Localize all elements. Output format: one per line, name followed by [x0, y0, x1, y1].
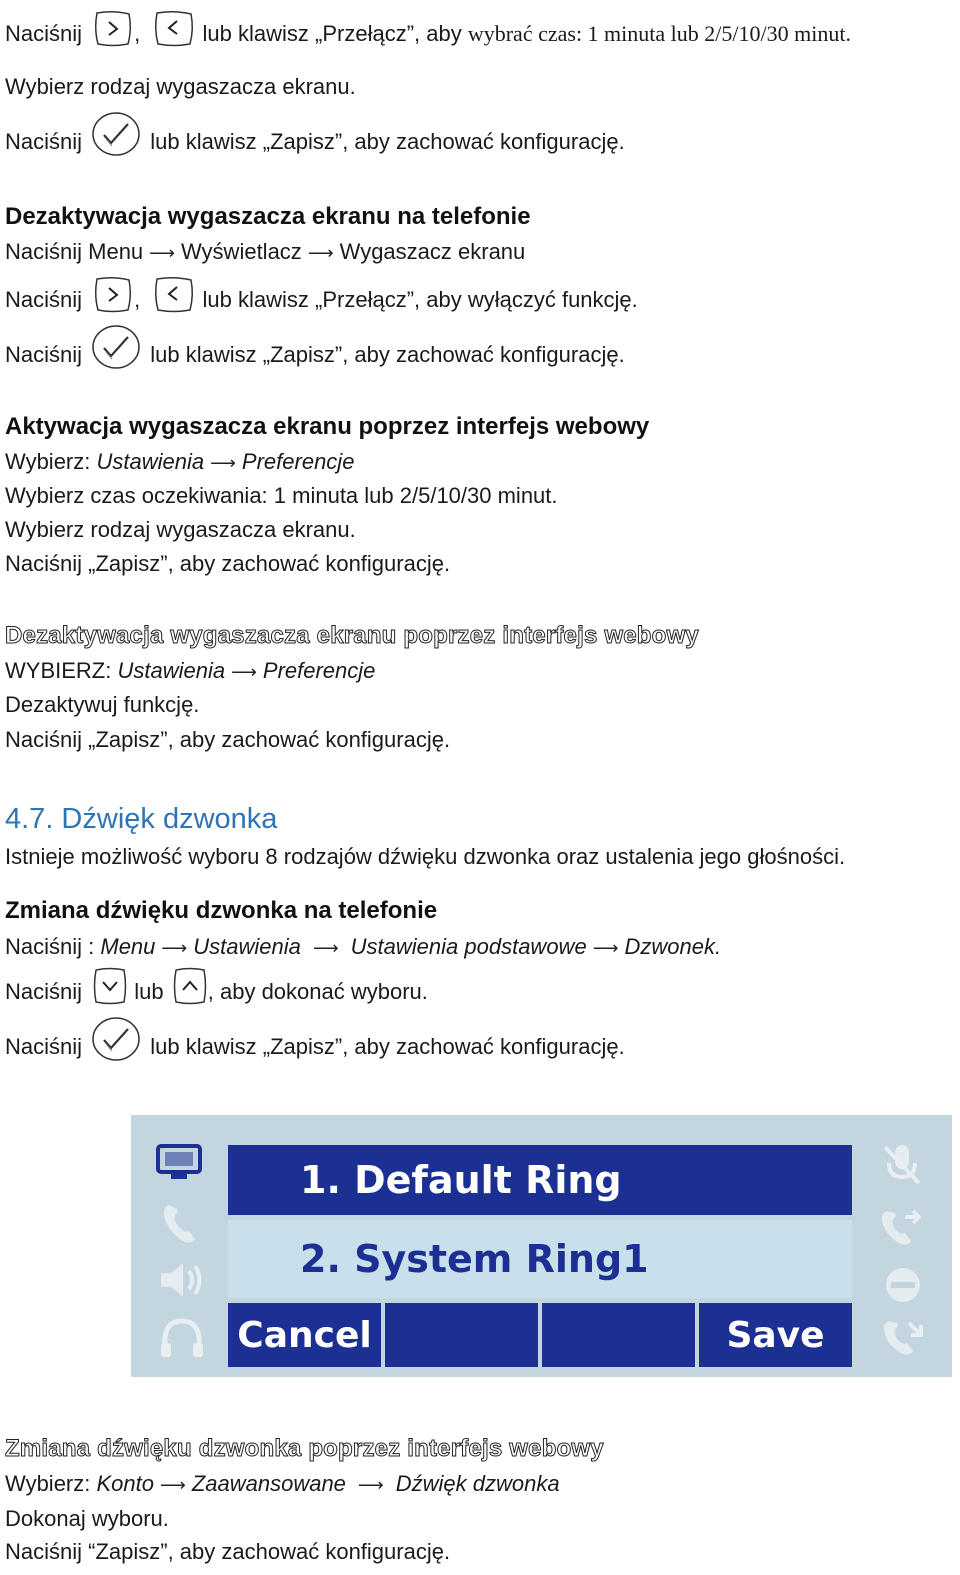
text: lub klawisz „Zapisz”, aby zachować konfigurację.: [150, 129, 625, 154]
instruction-line: [5, 286, 638, 315]
save-softkey[interactable]: Save: [699, 1303, 852, 1367]
arrow-right-icon: ⟶: [312, 938, 339, 958]
arrow-right-icon: ⟶: [592, 938, 619, 958]
text-line: Naciśnij „Zapisz”, aby zachować konfigurację.: [5, 727, 451, 752]
section-heading: Aktywacja wygaszacza ekranu poprzez interfejs webowy: [5, 413, 650, 440]
down-key-icon: [92, 966, 128, 1006]
text: Naciśnij: [5, 979, 83, 1004]
path-item: Preferencje: [241, 449, 355, 474]
menu-item[interactable]: 2. System Ring1: [228, 1220, 852, 1298]
path-prefix: Wybierz:: [5, 1471, 91, 1496]
text-line: Dezaktywuj funkcję.: [5, 692, 200, 717]
menu-path: [5, 657, 375, 686]
section-heading: Zmiana dźwięku dzwonka na telefonie: [5, 897, 438, 924]
path-item: Zaawansowane: [191, 1471, 346, 1496]
left-key-icon: [152, 275, 196, 315]
left-key-icon: [152, 9, 196, 49]
ok-key-icon: [90, 110, 142, 158]
menu-item-selected[interactable]: 1. Default Ring: [228, 1145, 852, 1215]
blank-softkey[interactable]: [385, 1303, 538, 1367]
missed-call-icon: [881, 1315, 927, 1361]
path-item: Preferencje: [262, 658, 376, 683]
text: ,: [134, 287, 141, 312]
menu-path: [5, 933, 721, 962]
path-prefix: WYBIERZ:: [5, 658, 112, 683]
ok-key-icon: [90, 1015, 142, 1063]
blank-softkey[interactable]: [542, 1303, 695, 1367]
headset-icon: [157, 1313, 207, 1363]
ok-key-icon: [90, 323, 142, 371]
instruction-line: [5, 1033, 625, 1063]
text-line: Naciśnij “Zapisz”, aby zachować konfigurację.: [5, 1539, 451, 1564]
text-line: Wybierz rodzaj wygaszacza ekranu.: [5, 74, 356, 99]
arrow-right-icon: ⟶: [357, 1475, 384, 1495]
section-heading: Zmiana dźwięku dzwonka poprzez interfejs webowy: [5, 1435, 604, 1462]
path-prefix: Naciśnij :: [5, 934, 95, 959]
text-line: Wybierz czas oczekiwania: 1 minuta lub 2/5/10/30 minut.: [5, 483, 558, 508]
text-line: Istnieje możliwość wyboru 8 rodzajów dźwięku dzwonka oraz ustalenia jego głośności.: [5, 844, 846, 869]
text: lub: [134, 979, 164, 1004]
text: , aby dokonać wyboru.: [207, 979, 428, 1004]
path-item: Dzwonek.: [624, 934, 722, 959]
arrow-right-icon: ⟶: [307, 243, 334, 263]
path-item: Dźwięk dzwonka: [395, 1471, 560, 1496]
handset-icon: [159, 1201, 201, 1247]
text: lub klawisz „Przełącz”, aby: [202, 21, 462, 46]
cancel-softkey[interactable]: Cancel: [228, 1303, 381, 1367]
arrow-right-icon: ⟶: [160, 1475, 186, 1495]
up-key-icon: [172, 966, 208, 1006]
chapter-heading: 4.7. Dźwięk dzwonka: [5, 803, 278, 835]
section-heading: Dezaktywacja wygaszacza ekranu poprzez interfejs webowy: [5, 622, 699, 649]
phone-screen: [131, 1115, 952, 1377]
path-item: Wyświetlacz: [180, 239, 302, 264]
text: Naciśnij: [5, 287, 83, 312]
dnd-icon: [883, 1265, 923, 1305]
right-key-icon: [92, 275, 134, 315]
section-heading: Dezaktywacja wygaszacza ekranu na telefonie: [5, 203, 531, 230]
text: Naciśnij: [5, 21, 83, 46]
instruction-line: [5, 341, 625, 371]
menu-path: [5, 1470, 560, 1499]
path-item: Menu: [100, 934, 156, 959]
text: lub klawisz „Przełącz”, aby wyłączyć funkcję.: [202, 287, 638, 312]
path-item: Wygaszacz ekranu: [339, 239, 526, 264]
menu-path: [5, 238, 525, 267]
text-line: Wybierz rodzaj wygaszacza ekranu.: [5, 517, 356, 542]
instruction-line: [5, 128, 625, 158]
text: Naciśnij: [5, 342, 83, 367]
text: lub klawisz „Zapisz”, aby zachować konfigurację.: [150, 342, 625, 367]
instruction-line: [5, 978, 428, 1006]
arrow-right-icon: ⟶: [210, 453, 236, 473]
instruction-line: [5, 20, 851, 49]
text: Naciśnij: [5, 129, 83, 154]
text-line: Naciśnij „Zapisz”, aby zachować konfigurację.: [5, 551, 451, 576]
text-line: Dokonaj wyboru.: [5, 1506, 169, 1531]
call-forward-icon: [879, 1205, 925, 1251]
phone-right-status-bar: [857, 1115, 952, 1377]
text: ,: [134, 21, 141, 46]
text: wybrać czas: 1 minuta lub 2/5/10/30 minut.: [467, 21, 851, 46]
mute-icon: [879, 1141, 925, 1189]
path-item: Ustawienia: [117, 658, 226, 683]
arrow-right-icon: ⟶: [161, 938, 188, 958]
path-item: Ustawienia podstawowe: [350, 934, 587, 959]
softkey-bar: [228, 1303, 852, 1367]
speaker-icon: [157, 1257, 207, 1303]
menu-path: [5, 448, 354, 477]
path-item: Ustawienia: [96, 449, 205, 474]
text: lub klawisz „Zapisz”, aby zachować konfigurację.: [150, 1034, 625, 1059]
arrow-right-icon: ⟶: [231, 662, 257, 682]
path-item: Ustawienia: [193, 934, 301, 959]
text: Naciśnij: [5, 1034, 83, 1059]
path-prefix: Wybierz:: [5, 449, 91, 474]
arrow-right-icon: ⟶: [149, 243, 175, 263]
path-item: Naciśnij Menu: [5, 239, 144, 264]
phone-left-status-bar: [131, 1115, 226, 1377]
monitor-icon: [155, 1143, 203, 1183]
right-key-icon: [92, 9, 134, 49]
path-item: Konto: [96, 1471, 154, 1496]
